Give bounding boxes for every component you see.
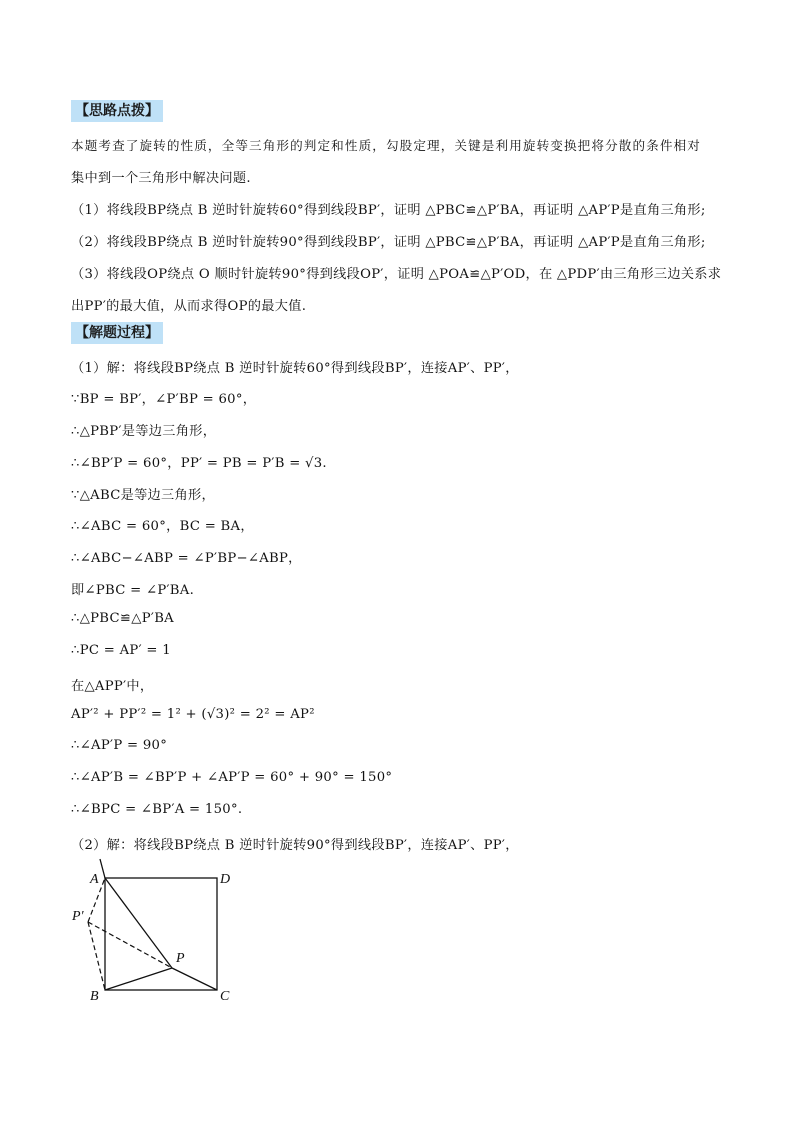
solution-line-14: ∴∠AP′B = ∠BP′P + ∠AP′P = 60° + 90° = 150° xyxy=(71,770,393,785)
solution-section-tag: 【解题过程】 xyxy=(71,322,163,344)
hint-line-5: （3）将线段OP绕点 O 顺时针旋转90°得到线段OP′，证明 △POA≌△P′OD，在 △PDP′由三角形三边关系求 xyxy=(71,267,722,282)
segment-pc xyxy=(172,968,217,990)
hint-line-4: （2）将线段BP绕点 B 逆时针旋转90°得到线段BP′，证明 △PBC≌△P′BA，再证明 △AP′P是直角三角形; xyxy=(71,235,706,250)
solution-line-12: AP′² + PP′² = 1² + (√3)² = 2² = AP² xyxy=(71,707,315,722)
solution-line-8: 即∠PBC = ∠P′BA. xyxy=(71,583,195,598)
solution-line-7: ∴∠ABC−∠ABP = ∠P′BP−∠ABP， xyxy=(71,551,302,566)
label-b: B xyxy=(90,989,99,1004)
solution-line-1: （1）解：将线段BP绕点 B 逆时针旋转60°得到线段BP′，连接AP′、PP′， xyxy=(71,361,519,376)
solution-line-16: （2）解：将线段BP绕点 B 逆时针旋转90°得到线段BP′，连接AP′、PP′， xyxy=(71,838,519,853)
solution-line-3: ∴△PBP′是等边三角形， xyxy=(71,424,217,439)
square-abcd xyxy=(105,878,217,990)
label-p-prime: P′ xyxy=(72,909,84,924)
solution-line-15: ∴∠BPC = ∠BP′A = 150°. xyxy=(71,802,243,817)
solution-line-11: 在△APP′中， xyxy=(71,679,154,694)
solution-line-4: ∴∠BP′P = 60°，PP′ = PB = P′B = √3. xyxy=(71,456,327,471)
label-d: D xyxy=(220,872,231,887)
label-a: A xyxy=(90,872,99,887)
segment-ap xyxy=(105,878,172,968)
label-p: P xyxy=(176,951,185,966)
hint-line-1: 本题考查了旋转的性质，全等三角形的判定和性质，勾股定理，关键是利用旋转变换把将分散的条件相对 xyxy=(71,138,701,153)
hint-line-3: （1）将线段BP绕点 B 逆时针旋转60°得到线段BP′，证明 △PBC≌△P′BA，再证明 △AP′P是直角三角形; xyxy=(71,203,706,218)
line-extension-a xyxy=(100,859,105,878)
hint-line-6: 出PP′的最大值，从而求得OP的最大值. xyxy=(71,299,307,314)
solution-line-13: ∴∠AP′P = 90° xyxy=(71,738,168,753)
segment-pp-prime xyxy=(88,922,172,968)
segment-bp-prime xyxy=(88,922,105,990)
geometry-figure xyxy=(64,852,264,1012)
hint-section-tag: 【思路点拨】 xyxy=(71,100,163,122)
label-c: C xyxy=(220,989,230,1004)
segment-bp xyxy=(105,968,172,990)
solution-line-9: ∴△PBC≌△P′BA xyxy=(71,611,175,626)
solution-line-10: ∴PC = AP′ = 1 xyxy=(71,643,171,658)
hint-line-2: 集中到一个三角形中解决问题. xyxy=(71,171,251,186)
solution-line-2: ∵BP = BP′，∠P′BP = 60°， xyxy=(71,392,257,407)
solution-line-5: ∵△ABC是等边三角形， xyxy=(71,488,215,503)
solution-line-6: ∴∠ABC = 60°，BC = BA， xyxy=(71,519,254,534)
